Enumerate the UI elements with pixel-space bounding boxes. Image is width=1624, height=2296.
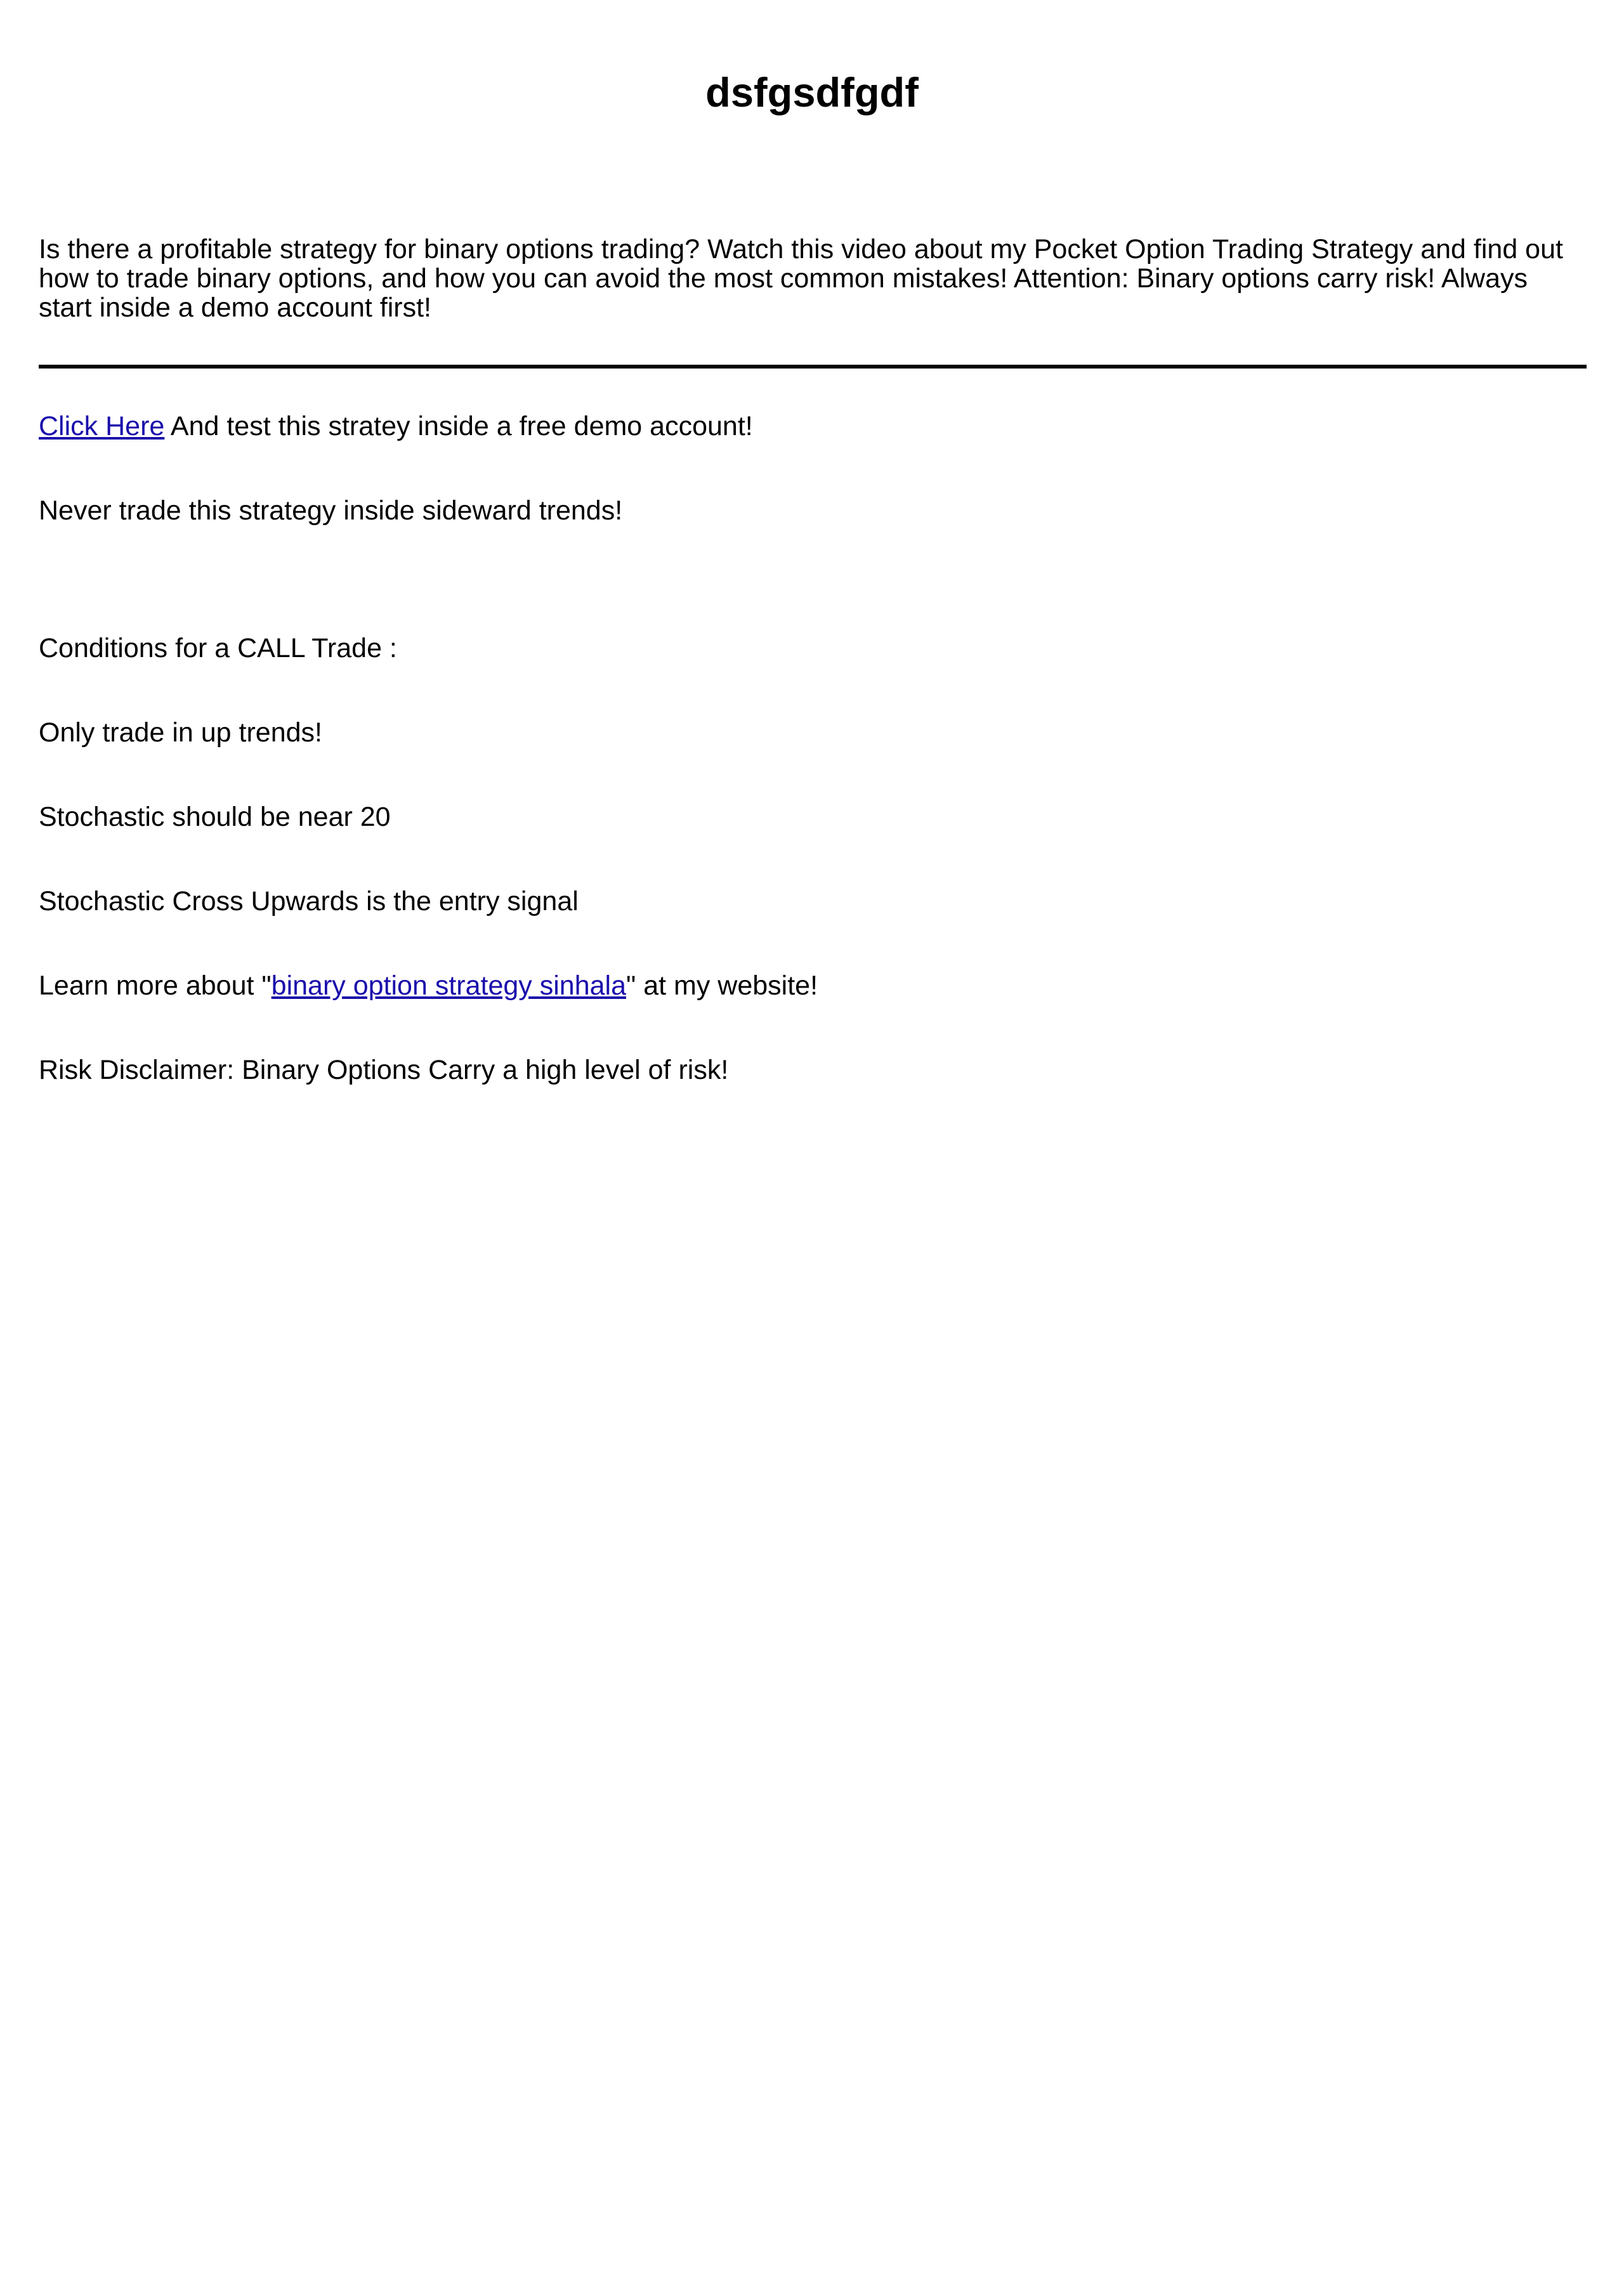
warning-text: Never trade this strategy inside sideward trends! (39, 495, 623, 526)
click-here-link[interactable]: Click Here (39, 411, 165, 441)
strategy-link[interactable]: binary option strategy sinhala (271, 970, 626, 1001)
learn-more-prefix: Learn more about " (39, 970, 272, 1001)
horizontal-divider (39, 365, 1587, 369)
condition-item: Stochastic should be near 20 (39, 802, 391, 832)
conditions-heading: Conditions for a CALL Trade : (39, 633, 397, 663)
condition-item: Stochastic Cross Upwards is the entry signal (39, 886, 579, 916)
cta-line (39, 410, 753, 443)
page-title: dsfgsdfgdf (705, 69, 919, 115)
intro-paragraph: Is there a profitable strategy for binary options trading? Watch this video about my Pocket Option Trading Strategy and find out how to trade binary options, and how you can avoid the most common mistakes! Attention: Binary options carry risk! Always start inside a demo account first! (39, 234, 1563, 323)
risk-disclaimer: Risk Disclaimer: Binary Options Carry a high level of risk! (39, 1055, 729, 1085)
learn-more-line (39, 969, 818, 1002)
cta-text: And test this stratey inside a free demo account! (164, 411, 753, 441)
condition-item: Only trade in up trends! (39, 717, 322, 748)
learn-more-suffix: " at my website! (626, 970, 818, 1001)
